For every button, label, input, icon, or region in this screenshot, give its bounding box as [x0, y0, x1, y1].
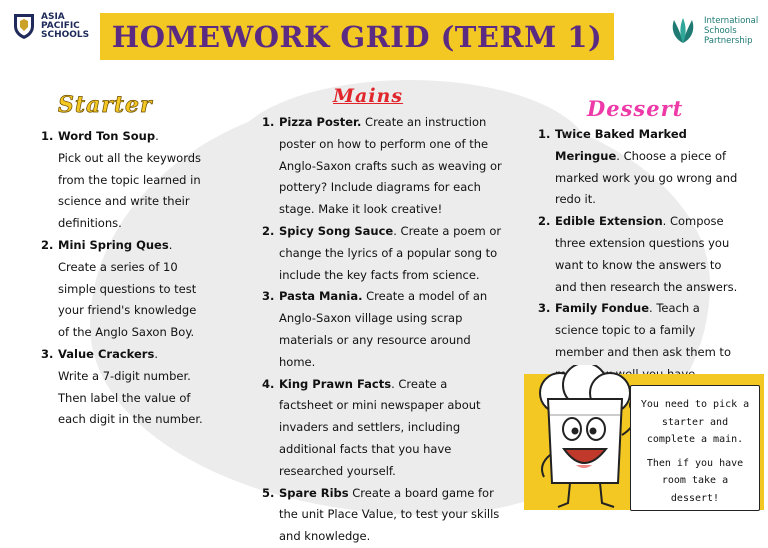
item-title: Value Crackers — [58, 346, 155, 361]
title-banner — [100, 13, 614, 60]
item-number: 2. — [41, 237, 54, 252]
mains-item — [262, 112, 502, 221]
mains-column — [262, 112, 502, 548]
isp-line-2: Schools — [704, 26, 737, 36]
mains-heading: Mains — [333, 85, 404, 107]
item-number: 1. — [262, 115, 275, 129]
isp-logo-text — [704, 16, 758, 46]
isp-line-3: Partnership — [704, 36, 753, 46]
mains-item — [262, 374, 502, 483]
item-number: 3. — [262, 289, 275, 304]
item-description: Create a board game for the unit Place Value, to test your skills and knowledge. — [279, 485, 500, 544]
item-number: 5. — [262, 485, 275, 500]
starter-heading: Starter — [58, 92, 153, 118]
item-number: 2. — [538, 214, 551, 229]
item-description: Create a model of an Anglo-Saxon village using scrap materials or any resource around home. — [279, 289, 488, 369]
item-title: Word Ton Soup — [58, 129, 156, 143]
item-title: Pizza Poster. — [279, 115, 362, 129]
item-title: Twice Baked Marked Meringue — [555, 127, 687, 163]
leaf-logo-icon — [668, 16, 698, 46]
aps-line-1: ASIA — [41, 11, 65, 22]
item-description: Write a 7-digit number. Then label the value of each digit in the number. — [58, 368, 203, 427]
dessert-heading: Dessert — [587, 96, 684, 121]
starter-column — [41, 126, 209, 431]
mains-item — [262, 286, 502, 373]
instruction-note — [630, 385, 760, 511]
aps-line-2: PACIFIC — [41, 20, 80, 31]
note-line-2: Then if you have room take a dessert! — [646, 457, 744, 504]
asia-pacific-schools-logo — [12, 12, 89, 40]
isp-line-1: International — [704, 16, 759, 26]
item-number: 2. — [262, 223, 275, 238]
note-line-1: You need to pick a starter and complete a main. — [640, 399, 750, 445]
item-title: Family Fondue — [555, 301, 650, 316]
item-title: Mini Spring Ques — [58, 237, 169, 252]
item-description: . Compose three extension questions you want to know the answers to and then research the answers. — [555, 214, 738, 294]
mains-item — [262, 483, 502, 548]
item-description: Pick out all the keywords from the topic learned in science and write their definitions. — [58, 150, 202, 231]
item-title: Spare Ribs — [279, 485, 349, 500]
item-title: Spicy Song Sauce — [279, 223, 394, 238]
page-title: HOMEWORK GRID (TERM 1) — [111, 19, 603, 54]
item-number: 4. — [262, 376, 275, 391]
item-number: 1. — [538, 127, 551, 141]
item-description: Create a series of 10 simple questions to test your friend's knowledge of the Anglo Saxon Boy. — [58, 259, 197, 340]
item-description: . Create a factsheet or mini newspaper about invaders and settlers, including additional facts that you have researched yourself. — [279, 376, 481, 478]
item-number: 3. — [41, 346, 54, 361]
item-description: . Choose a piece of marked work you go wrong and redo it. — [555, 148, 738, 207]
item-description: Create an instruction poster on how to perform one of the Anglo-Saxon crafts such as weaving or pottery? Include diagrams for each stage. Make it look creative! — [279, 115, 502, 217]
mains-item — [262, 221, 502, 286]
starter-item: 2. Mini Spring Ques. Create a series of 10 simple questions to test your friend's knowledge of the Anglo Saxon Boy. — [41, 235, 209, 344]
aps-line-3: SCHOOLS — [41, 29, 90, 40]
aps-logo-text — [41, 13, 89, 40]
item-number: 3. — [538, 301, 551, 316]
item-title: King Prawn Facts — [279, 376, 392, 391]
item-description: . Create a poem or change the lyrics of a popular song to include the key facts from science. — [279, 223, 502, 282]
item-title: Edible Extension — [555, 214, 663, 229]
dessert-item — [538, 124, 742, 211]
starter-item: 3. Value Crackers. Write a 7-digit number. Then label the value of each digit in the number. — [41, 344, 209, 431]
shield-crest-icon — [12, 12, 36, 40]
item-number: 1. — [41, 129, 54, 143]
isp-logo — [668, 16, 758, 46]
dessert-item — [538, 211, 742, 298]
starter-item: 1. Word Ton Soup. Pick out all the keywords from the topic learned in science and write their definitions. — [41, 126, 209, 235]
item-description: . Teach a science topic to a family member and then ask them to — [555, 301, 731, 359]
item-title: Pasta Mania. — [279, 289, 363, 304]
